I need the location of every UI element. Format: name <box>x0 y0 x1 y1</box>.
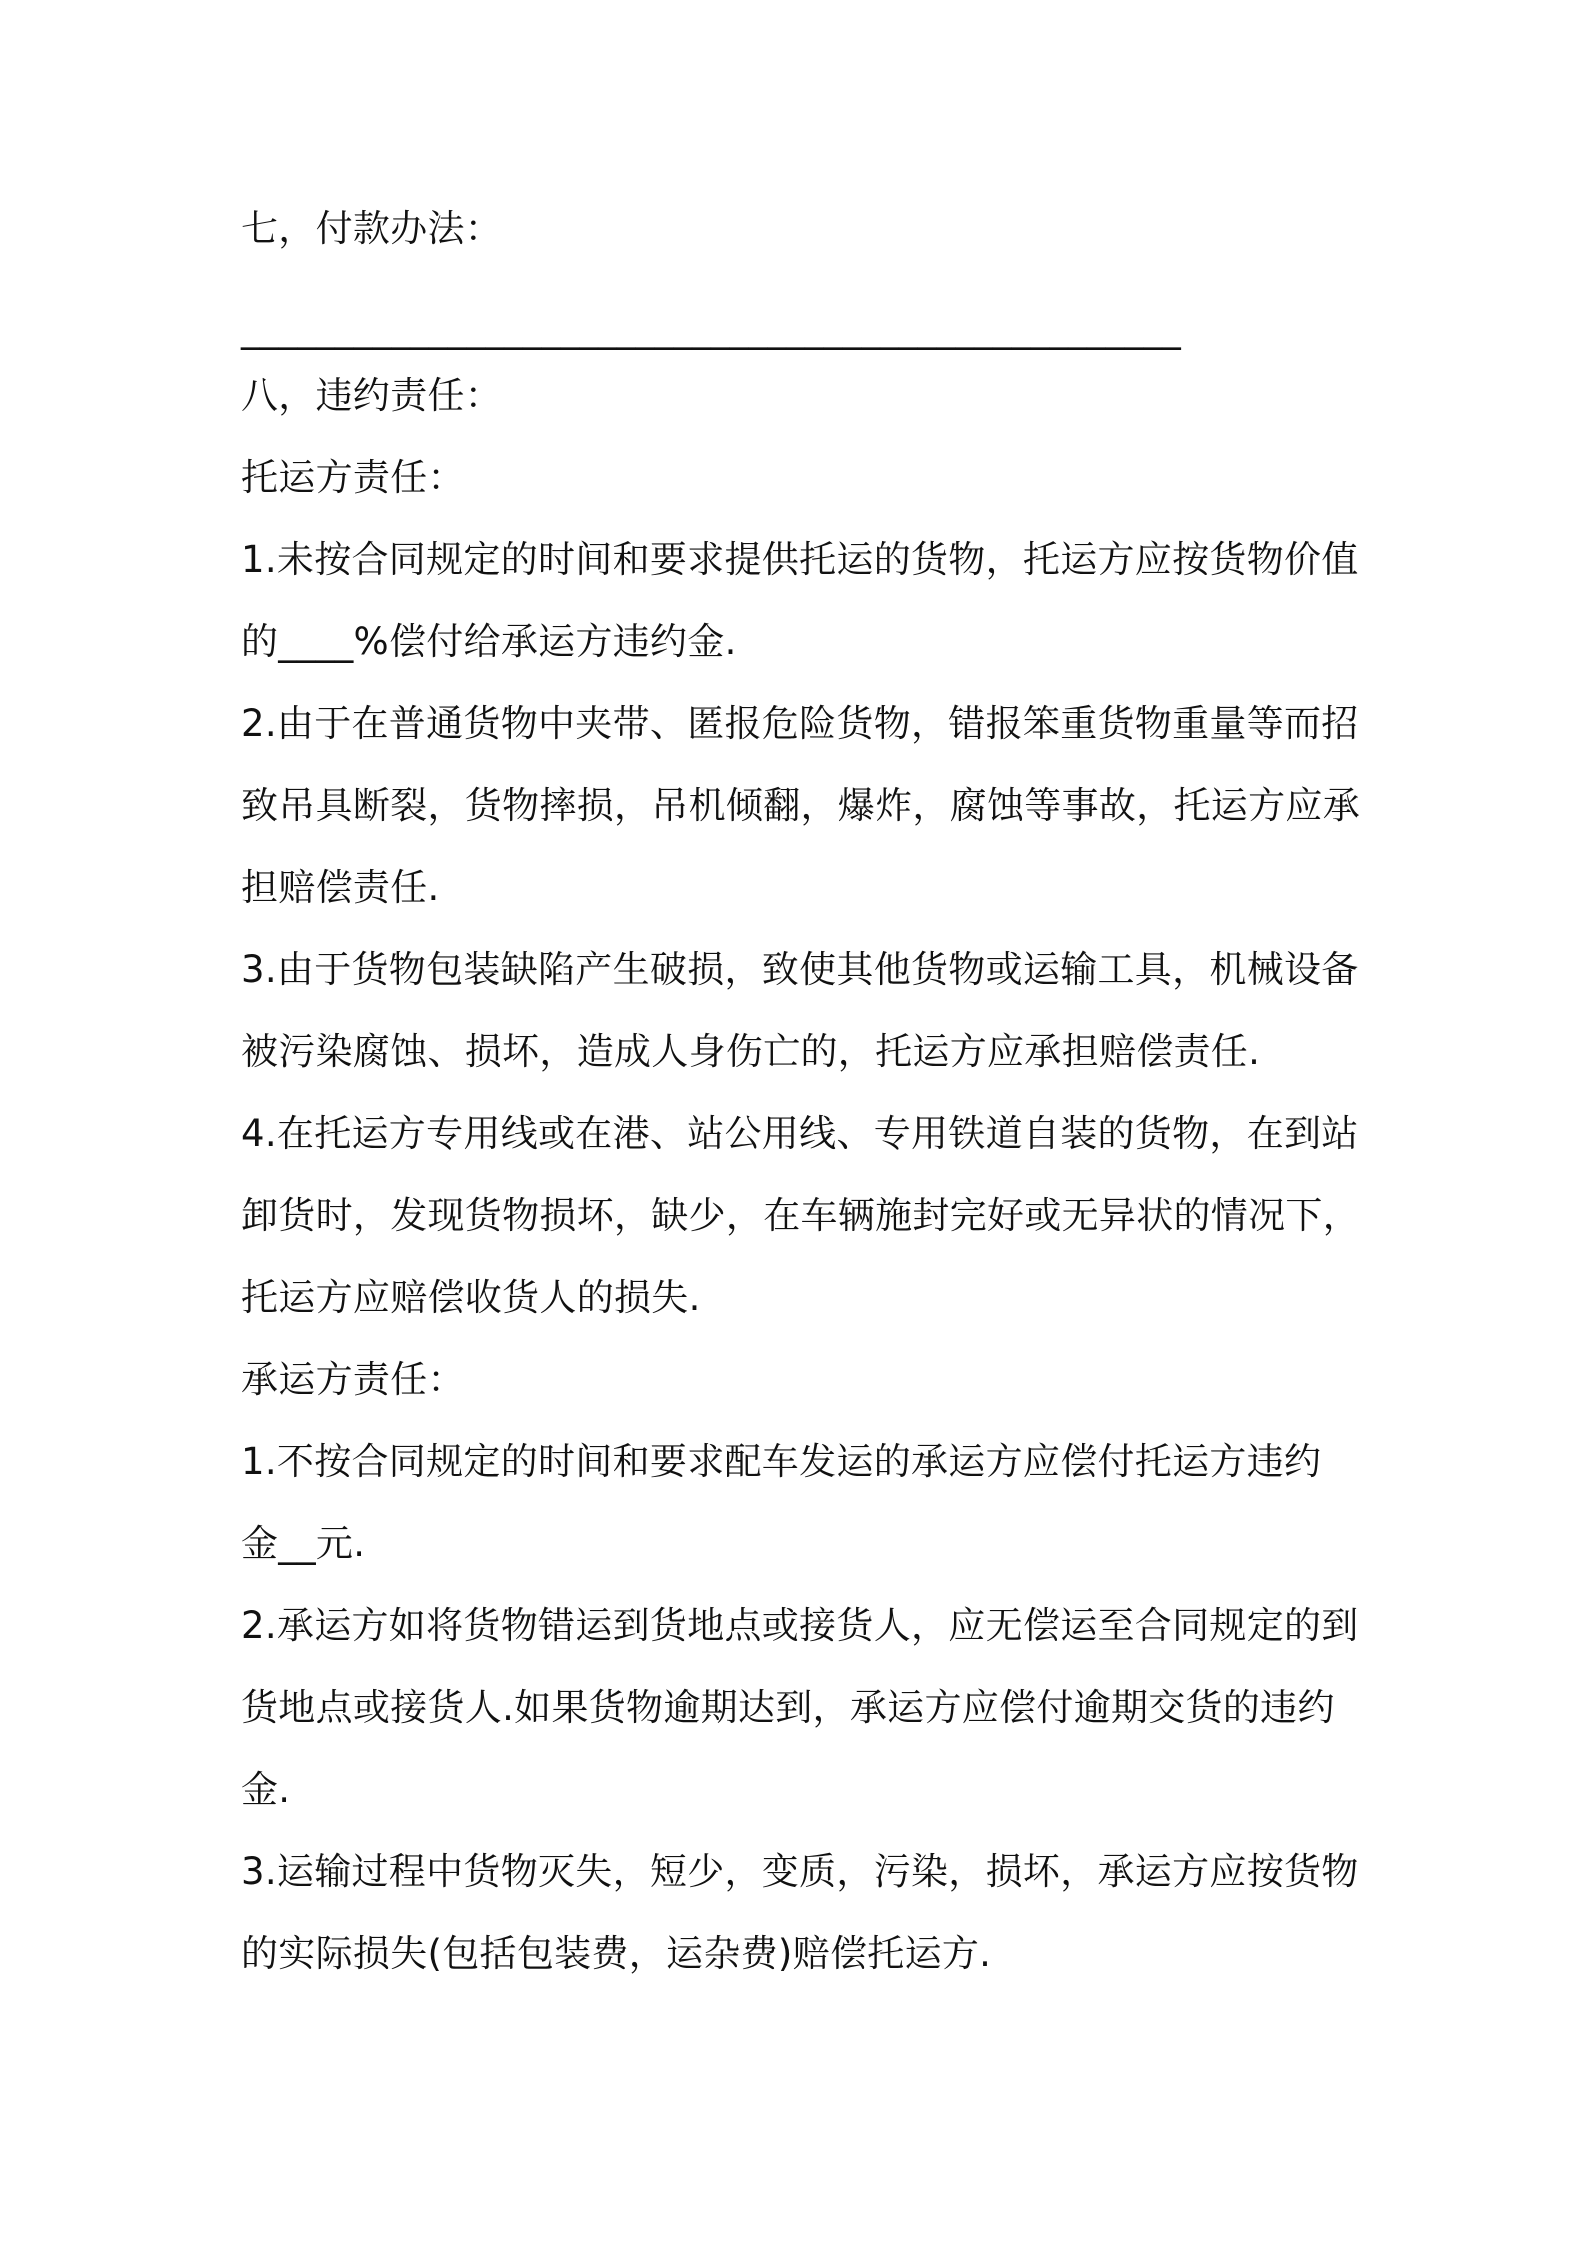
shipper-responsibility-title: 托运方责任： <box>241 456 465 499</box>
carrier-item-3-line-2: 的实际损失(包括包装费，运杂费)赔偿托运方. <box>241 1932 992 1975</box>
section-7-blank-line: __________________________________________________ <box>241 307 1181 350</box>
shipper-item-2-line-3: 担赔偿责任. <box>241 866 440 909</box>
shipper-item-4-line-2: 卸货时，发现货物损坏，缺少，在车辆施封完好或无异状的情况下， <box>241 1194 1360 1237</box>
shipper-item-3-line-2: 被污染腐蚀、损坏，造成人身伤亡的，托运方应承担赔偿责任. <box>241 1030 1261 1073</box>
shipper-item-2-line-2: 致吊具断裂，货物摔损，吊机倾翻，爆炸，腐蚀等事故，托运方应承 <box>241 784 1360 827</box>
shipper-item-2-line-1: 2.由于在普通货物中夹带、匿报危险货物，错报笨重货物重量等而招 <box>241 702 1359 745</box>
shipper-item-3-line-1: 3.由于货物包装缺陷产生破损，致使其他货物或运输工具，机械设备 <box>241 948 1359 991</box>
shipper-item-4-line-3: 托运方应赔偿收货人的损失. <box>241 1276 701 1319</box>
carrier-item-2-line-1: 2.承运方如将货物错运到货地点或接货人，应无偿运至合同规定的到 <box>241 1604 1359 1647</box>
carrier-responsibility-title: 承运方责任： <box>241 1358 465 1401</box>
carrier-item-3-line-1: 3.运输过程中货物灭失，短少，变质，污染，损坏，承运方应按货物 <box>241 1850 1359 1893</box>
shipper-item-1-line-1: 1.未按合同规定的时间和要求提供托运的货物，托运方应按货物价值 <box>241 538 1359 581</box>
shipper-item-4-line-1: 4.在托运方专用线或在港、站公用线、专用铁道自装的货物，在到站 <box>241 1112 1359 1155</box>
section-7-heading: 七，付款办法： <box>241 207 503 250</box>
carrier-item-2-line-2: 货地点或接货人.如果货物逾期达到，承运方应偿付逾期交货的违约 <box>241 1686 1335 1729</box>
carrier-item-2-line-3: 金. <box>241 1768 291 1811</box>
section-8-heading: 八，违约责任： <box>241 374 503 417</box>
carrier-item-1-line-1: 1.不按合同规定的时间和要求配车发运的承运方应偿付托运方违约 <box>241 1440 1322 1483</box>
shipper-item-1-line-2: 的____%偿付给承运方违约金. <box>241 620 737 663</box>
carrier-item-1-line-2: 金__元. <box>241 1522 366 1565</box>
